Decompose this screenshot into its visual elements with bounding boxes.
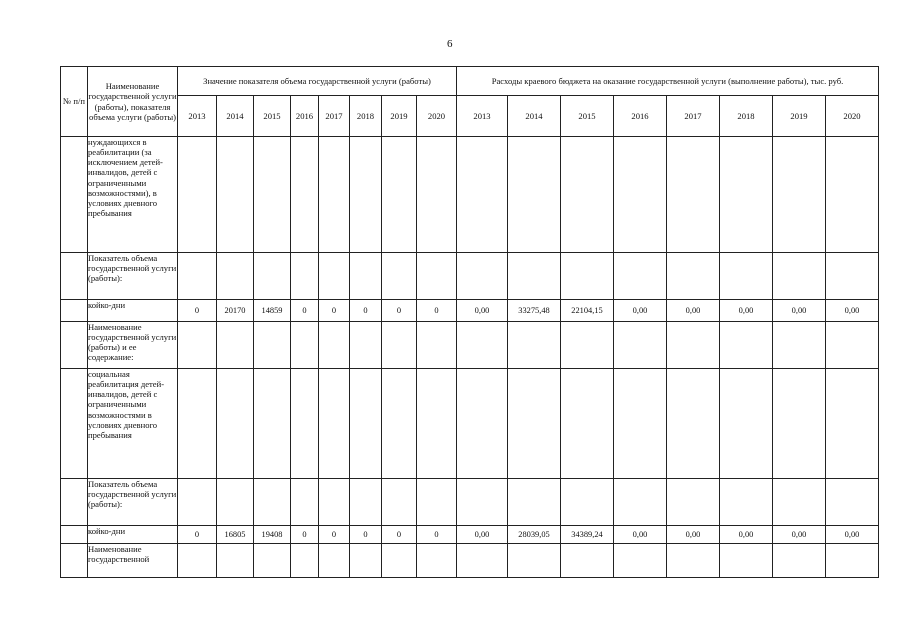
row-number-cell (61, 253, 88, 300)
empty-cell (508, 369, 561, 479)
table-row-label (61, 253, 879, 300)
header-volume-year: 2017 (319, 96, 350, 137)
empty-cell (417, 137, 457, 253)
volume-value-cell: 0 (178, 526, 217, 544)
empty-cell (217, 544, 254, 578)
header-expense-year: 2017 (667, 96, 720, 137)
empty-cell (178, 479, 217, 526)
empty-cell (417, 322, 457, 369)
empty-cell (457, 253, 508, 300)
header-name: Наименование государственной услуги (работы), показателя объема услуги (работы) (88, 67, 178, 137)
expense-value-cell: 0,00 (773, 300, 826, 322)
empty-cell (720, 479, 773, 526)
row-number-cell (61, 369, 88, 479)
empty-cell (826, 544, 879, 578)
empty-cell (319, 479, 350, 526)
empty-cell (561, 369, 614, 479)
empty-cell (254, 322, 291, 369)
empty-cell (773, 253, 826, 300)
expense-value-cell: 0,00 (457, 300, 508, 322)
empty-cell (667, 253, 720, 300)
empty-cell (667, 322, 720, 369)
header-expense-year: 2016 (614, 96, 667, 137)
volume-value-cell: 0 (417, 300, 457, 322)
empty-cell (457, 544, 508, 578)
empty-cell (720, 369, 773, 479)
row-number-cell (61, 322, 88, 369)
empty-cell (773, 544, 826, 578)
empty-cell (382, 322, 417, 369)
budget-table (60, 66, 879, 578)
volume-value-cell: 0 (291, 526, 319, 544)
empty-cell (417, 369, 457, 479)
volume-value-cell: 0 (350, 300, 382, 322)
volume-value-cell: 19408 (254, 526, 291, 544)
empty-cell (826, 322, 879, 369)
expense-value-cell: 34389,24 (561, 526, 614, 544)
empty-cell (217, 137, 254, 253)
row-label: Наименование государственной (88, 544, 178, 578)
header-volume-year: 2015 (254, 96, 291, 137)
empty-cell (457, 369, 508, 479)
expense-value-cell: 0,00 (667, 300, 720, 322)
volume-value-cell: 0 (291, 300, 319, 322)
expense-value-cell: 0,00 (773, 526, 826, 544)
page-number: 6 (447, 38, 453, 50)
empty-cell (350, 479, 382, 526)
empty-cell (561, 479, 614, 526)
empty-cell (291, 479, 319, 526)
empty-cell (217, 479, 254, 526)
expense-value-cell: 0,00 (826, 526, 879, 544)
empty-cell (417, 253, 457, 300)
expense-value-cell: 0,00 (457, 526, 508, 544)
header-expense-year: 2019 (773, 96, 826, 137)
empty-cell (382, 479, 417, 526)
expense-value-cell: 0,00 (720, 300, 773, 322)
table-row-label (61, 479, 879, 526)
empty-cell (319, 369, 350, 479)
empty-cell (217, 369, 254, 479)
empty-cell (319, 322, 350, 369)
header-volume-group: Значение показателя объема государственной услуги (работы) (178, 67, 457, 96)
empty-cell (561, 253, 614, 300)
table-row-label (61, 137, 879, 253)
empty-cell (561, 137, 614, 253)
empty-cell (417, 544, 457, 578)
header-expense-group: Расходы краевого бюджета на оказание государственной услуги (выполнение работы), тыс. руб. (457, 67, 879, 96)
row-number-cell (61, 544, 88, 578)
header-num: № п/п (61, 67, 88, 137)
empty-cell (667, 137, 720, 253)
header-expense-year: 2015 (561, 96, 614, 137)
empty-cell (254, 544, 291, 578)
empty-cell (291, 544, 319, 578)
empty-cell (720, 322, 773, 369)
expense-value-cell: 0,00 (826, 300, 879, 322)
empty-cell (382, 369, 417, 479)
row-number-cell (61, 137, 88, 253)
empty-cell (178, 322, 217, 369)
header-volume-year: 2018 (350, 96, 382, 137)
header-volume-year: 2019 (382, 96, 417, 137)
expense-value-cell: 28039,05 (508, 526, 561, 544)
empty-cell (667, 479, 720, 526)
expense-value-cell: 22104,15 (561, 300, 614, 322)
row-label: социальная реабилитация детей-инвалидов, детей с ограниченными возможностями в условиях дневного пребывания (88, 369, 178, 479)
header-volume-year: 2014 (217, 96, 254, 137)
expense-value-cell: 33275,48 (508, 300, 561, 322)
row-label: Показатель объема государственной услуги (работы): (88, 253, 178, 300)
table-row-values (61, 300, 879, 322)
empty-cell (508, 322, 561, 369)
empty-cell (826, 369, 879, 479)
expense-value-cell: 0,00 (614, 526, 667, 544)
empty-cell (667, 369, 720, 479)
table-body (61, 137, 879, 578)
empty-cell (561, 544, 614, 578)
header-volume-year: 2013 (178, 96, 217, 137)
volume-value-cell: 0 (382, 526, 417, 544)
row-number-cell (61, 300, 88, 322)
table-row-label (61, 544, 879, 578)
expense-value-cell: 0,00 (720, 526, 773, 544)
empty-cell (178, 369, 217, 479)
volume-value-cell: 0 (319, 300, 350, 322)
volume-value-cell: 14859 (254, 300, 291, 322)
empty-cell (561, 322, 614, 369)
volume-value-cell: 0 (178, 300, 217, 322)
row-label: койко-дни (88, 526, 178, 544)
volume-value-cell: 0 (417, 526, 457, 544)
empty-cell (614, 253, 667, 300)
header-volume-year: 2016 (291, 96, 319, 137)
empty-cell (291, 322, 319, 369)
empty-cell (508, 544, 561, 578)
empty-cell (350, 544, 382, 578)
empty-cell (291, 369, 319, 479)
row-number-cell (61, 479, 88, 526)
row-label: нуждающихся в реабилитации (за исключением детей-инвалидов, детей с ограниченными возможностями), в условиях дневного пребывания (88, 137, 178, 253)
volume-value-cell: 0 (382, 300, 417, 322)
empty-cell (254, 479, 291, 526)
empty-cell (319, 137, 350, 253)
empty-cell (178, 137, 217, 253)
empty-cell (667, 544, 720, 578)
row-label: Показатель объема государственной услуги (работы): (88, 479, 178, 526)
header-expense-year: 2013 (457, 96, 508, 137)
empty-cell (773, 369, 826, 479)
empty-cell (350, 369, 382, 479)
empty-cell (614, 479, 667, 526)
empty-cell (291, 253, 319, 300)
empty-cell (826, 253, 879, 300)
row-label: Наименование государственной услуги (работы) и ее содержание: (88, 322, 178, 369)
empty-cell (508, 479, 561, 526)
empty-cell (382, 544, 417, 578)
empty-cell (826, 137, 879, 253)
table-row-values (61, 526, 879, 544)
empty-cell (773, 137, 826, 253)
empty-cell (319, 544, 350, 578)
empty-cell (319, 253, 350, 300)
empty-cell (508, 253, 561, 300)
empty-cell (826, 479, 879, 526)
empty-cell (382, 137, 417, 253)
empty-cell (457, 137, 508, 253)
empty-cell (217, 253, 254, 300)
table-row-label (61, 322, 879, 369)
empty-cell (254, 137, 291, 253)
empty-cell (720, 137, 773, 253)
table-row-label (61, 369, 879, 479)
empty-cell (350, 322, 382, 369)
empty-cell (382, 253, 417, 300)
empty-cell (614, 137, 667, 253)
row-label: койко-дни (88, 300, 178, 322)
header-volume-year: 2020 (417, 96, 457, 137)
empty-cell (254, 369, 291, 479)
empty-cell (720, 253, 773, 300)
empty-cell (417, 479, 457, 526)
empty-cell (614, 322, 667, 369)
header-expense-year: 2018 (720, 96, 773, 137)
volume-value-cell: 0 (319, 526, 350, 544)
volume-value-cell: 20170 (217, 300, 254, 322)
row-number-cell (61, 526, 88, 544)
volume-value-cell: 0 (350, 526, 382, 544)
empty-cell (508, 137, 561, 253)
empty-cell (457, 479, 508, 526)
empty-cell (614, 369, 667, 479)
empty-cell (457, 322, 508, 369)
empty-cell (178, 253, 217, 300)
empty-cell (350, 137, 382, 253)
empty-cell (773, 322, 826, 369)
empty-cell (217, 322, 254, 369)
expense-value-cell: 0,00 (667, 526, 720, 544)
empty-cell (291, 137, 319, 253)
empty-cell (614, 544, 667, 578)
empty-cell (720, 544, 773, 578)
empty-cell (773, 479, 826, 526)
expense-value-cell: 0,00 (614, 300, 667, 322)
empty-cell (178, 544, 217, 578)
header-expense-year: 2014 (508, 96, 561, 137)
volume-value-cell: 16805 (217, 526, 254, 544)
header-expense-year: 2020 (826, 96, 879, 137)
empty-cell (350, 253, 382, 300)
empty-cell (254, 253, 291, 300)
